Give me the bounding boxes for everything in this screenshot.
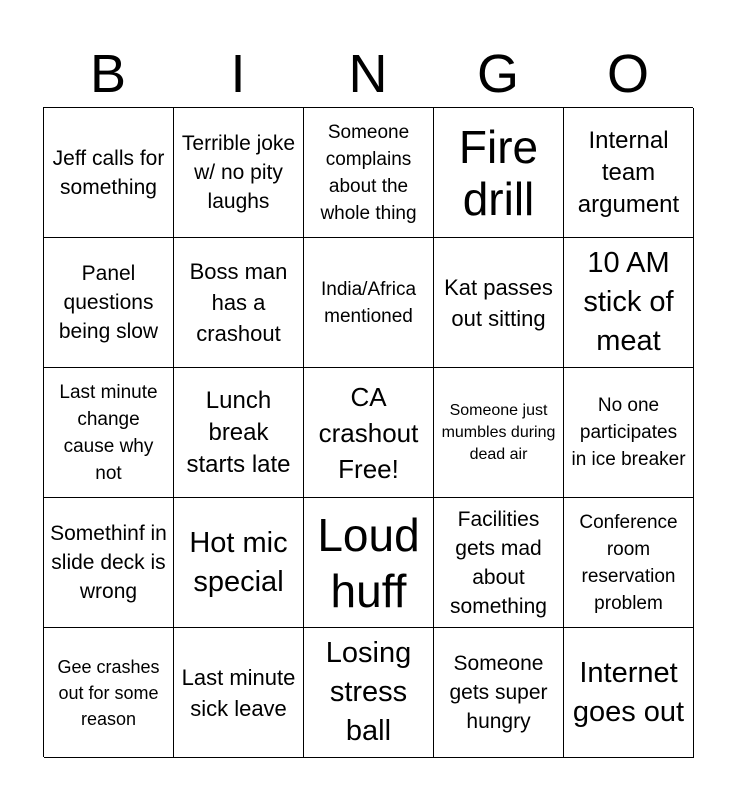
cell-text: Loud huff [317,508,420,617]
bingo-cell-r3c5[interactable] [564,368,694,498]
bingo-cell-r2c1[interactable] [44,238,174,368]
cell-text: Gee crashes out for some reason [57,656,160,729]
cell-text: Boss man has a crashout [189,259,288,346]
cell-text: India/Africa mentioned [320,278,417,327]
bingo-cell-r2c2[interactable] [174,238,304,368]
cell-text: CA crashout Free! [318,381,419,484]
bingo-cell-r2c4[interactable] [434,238,564,368]
bingo-cell-r1c3[interactable] [304,108,434,238]
cell-text: 10 AM stick of meat [583,247,674,357]
bingo-cell-r4c3[interactable] [304,498,434,628]
header-letter-i: I [230,44,246,104]
bingo-cell-r3c4[interactable] [434,368,564,498]
cell-text: Internet goes out [572,656,685,728]
bingo-cell-r3c3[interactable] [304,368,434,498]
cell-text: Kat passes out sitting [444,274,553,331]
bingo-header [43,40,693,108]
bingo-cell-r3c1[interactable] [44,368,174,498]
cell-text: Hot mic special [189,526,288,598]
cell-text: Fire drill [458,120,539,225]
cell-text: Internal team argument [577,126,680,218]
bingo-cell-r5c2[interactable] [174,628,304,758]
header-letter-o: O [606,44,649,104]
header-letter-g: G [476,44,519,104]
cell-text: Last minute sick leave [181,664,296,721]
cell-text: Someone just mumbles during dead air [441,401,556,463]
cell-text: No one participates in ice breaker [571,395,686,470]
bingo-cell-r1c2[interactable] [174,108,304,238]
cell-text: Facilities gets mad about something [450,507,547,618]
bingo-cell-r5c4[interactable] [434,628,564,758]
bingo-cell-r2c3[interactable] [304,238,434,368]
header-letter-b: B [89,44,127,104]
bingo-cell-r2c5[interactable] [564,238,694,368]
bingo-cell-r4c5[interactable] [564,498,694,628]
bingo-grid [43,107,693,757]
bingo-cell-r5c3[interactable] [304,628,434,758]
bingo-cell-r5c5[interactable] [564,628,694,758]
cell-text: Someone complains about the whole thing [320,121,417,224]
bingo-cell-r3c2[interactable] [174,368,304,498]
cell-text: Somethinf in slide deck is wrong [50,522,167,603]
cell-text: Someone gets super hungry [449,652,548,733]
bingo-cell-r1c5[interactable] [564,108,694,238]
cell-text: Losing stress ball [325,637,412,747]
header-letter-n: N [348,44,388,104]
bingo-cell-r4c4[interactable] [434,498,564,628]
bingo-cell-r4c1[interactable] [44,498,174,628]
bingo-cell-r1c1[interactable] [44,108,174,238]
cell-text: Last minute change cause why not [59,381,158,484]
cell-text: Lunch break starts late [186,386,291,478]
cell-text: Conference room reservation problem [579,511,678,614]
bingo-cell-r4c2[interactable] [174,498,304,628]
cell-text: Panel questions being slow [58,262,159,343]
bingo-cell-r5c1[interactable] [44,628,174,758]
cell-text: Jeff calls for something [52,146,165,199]
bingo-cell-r1c4[interactable] [434,108,564,238]
cell-text: Terrible joke w/ no pity laughs [181,132,296,213]
